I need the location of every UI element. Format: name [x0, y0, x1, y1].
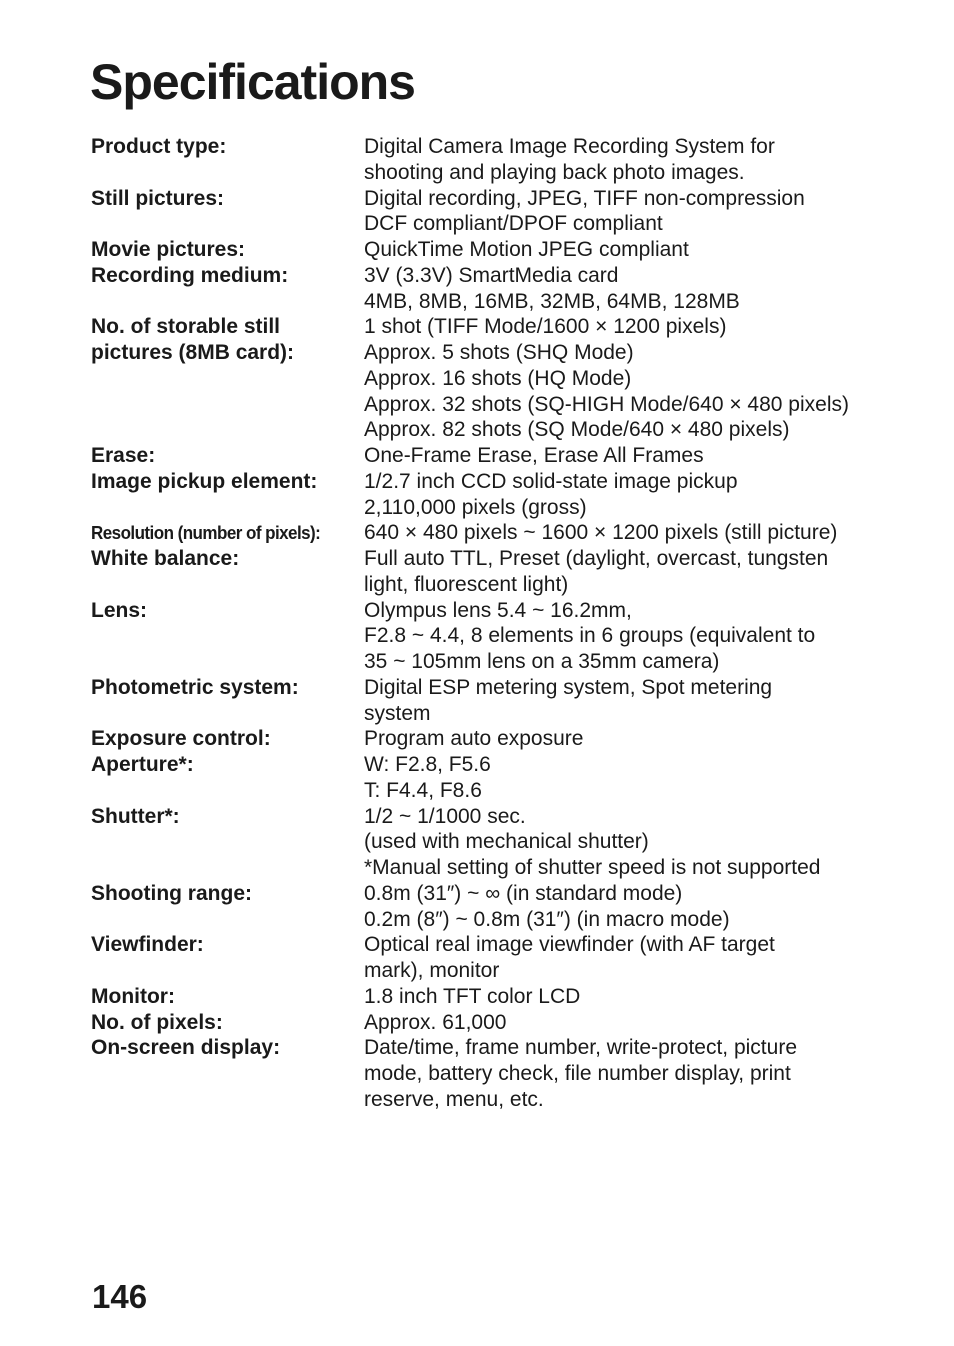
spec-value [364, 932, 881, 984]
spec-row [91, 263, 881, 315]
spec-value-line: QuickTime Motion JPEG compliant [364, 238, 689, 261]
spec-label-line: Erase: [91, 444, 156, 467]
spec-label-line: Shooting range: [91, 881, 252, 905]
spec-label-line: Lens: [91, 598, 148, 622]
spec-value [364, 726, 881, 752]
spec-row [91, 237, 881, 263]
spec-value [364, 134, 881, 186]
spec-value [364, 237, 881, 263]
spec-value [364, 598, 881, 675]
spec-value [364, 675, 881, 727]
specifications-list [91, 134, 881, 1113]
spec-value [364, 984, 881, 1010]
spec-row [91, 546, 881, 598]
spec-label-line: Exposure control: [91, 727, 271, 751]
spec-value-line: 3V (3.3V) SmartMedia card [364, 263, 619, 287]
spec-value-line: Approx. 82 shots (SQ Mode/640 × 480 pixels) [364, 418, 790, 442]
spec-row [91, 314, 881, 443]
spec-value-line: 1/2 ~ 1/1000 sec. [364, 804, 526, 828]
spec-value-line: shooting and playing back photo images. [364, 160, 745, 184]
spec-row [91, 134, 881, 186]
spec-value [364, 1035, 881, 1112]
spec-value-line: Approx. 61,000 [364, 1010, 507, 1034]
spec-value [364, 263, 881, 315]
spec-label [91, 237, 364, 263]
spec-value-line: light, fluorescent light) [364, 572, 569, 596]
spec-label-line: pictures (8MB card): [91, 341, 295, 364]
spec-label [91, 932, 364, 984]
spec-label-line: Product type: [91, 135, 227, 158]
spec-value-line: Digital ESP metering system, Spot metering [364, 675, 773, 699]
spec-label [91, 984, 364, 1010]
spec-row [91, 469, 881, 521]
spec-value-line: One-Frame Erase, Erase All Frames [364, 444, 704, 467]
spec-value-line: Approx. 16 shots (HQ Mode) [364, 366, 632, 390]
spec-value-line: Approx. 32 shots (SQ-HIGH Mode/640 × 480 pixels) [364, 392, 849, 416]
spec-value-line: DCF compliant/DPOF compliant [364, 212, 663, 236]
spec-value-line: 1/2.7 inch CCD solid-state image pickup [364, 469, 738, 493]
spec-value-line: Digital recording, JPEG, TIFF non-compression [364, 186, 805, 210]
spec-value-line: 35 ~ 105mm lens on a 35mm camera) [364, 650, 720, 673]
spec-row [91, 186, 881, 238]
spec-value [364, 804, 881, 881]
spec-row [91, 804, 881, 881]
spec-value-line: 4MB, 8MB, 16MB, 32MB, 64MB, 128MB [364, 289, 740, 313]
spec-label-line: White balance: [91, 547, 240, 570]
spec-value-line: Approx. 5 shots (SHQ Mode) [364, 341, 634, 364]
page-number: 146 [92, 1278, 148, 1315]
spec-label [91, 726, 364, 752]
spec-label-line: Image pickup element: [91, 469, 318, 493]
spec-row [91, 984, 881, 1010]
spec-value-line: W: F2.8, F5.6 [364, 753, 491, 776]
spec-row [91, 881, 881, 933]
spec-row [91, 932, 881, 984]
spec-value-line: 2,110,000 pixels (gross) [364, 495, 587, 519]
spec-value [364, 546, 881, 598]
spec-value-line: *Manual setting of shutter speed is not supported [364, 856, 821, 879]
spec-label [91, 1035, 364, 1112]
spec-value-line: F2.8 ~ 4.4, 8 elements in 6 groups (equivalent to [364, 624, 816, 648]
spec-row [91, 520, 881, 546]
spec-label [91, 598, 364, 675]
page-title: Specifications [90, 54, 415, 110]
spec-label-line: Aperture*: [91, 753, 194, 776]
spec-value-line: 640 × 480 pixels ~ 1600 × 1200 pixels (still picture) [364, 521, 838, 545]
spec-label [91, 314, 364, 443]
spec-value-line: Optical real image viewfinder (with AF target [364, 933, 775, 957]
spec-value [364, 881, 881, 933]
spec-label [91, 881, 364, 933]
spec-row [91, 752, 881, 804]
spec-label-line: Movie pictures: [91, 238, 246, 261]
spec-label-line: On-screen display: [91, 1036, 281, 1060]
spec-row [91, 675, 881, 727]
spec-label [91, 520, 342, 546]
spec-label-line: No. of storable still [91, 315, 281, 339]
spec-value-line: (used with mechanical shutter) [364, 830, 649, 854]
spec-value-line: mode, battery check, file number display, print [364, 1062, 791, 1085]
spec-value-line: Date/time, frame number, write-protect, picture [364, 1036, 797, 1060]
spec-value-line: system [364, 701, 431, 725]
spec-label [91, 443, 364, 469]
spec-label-line: Recording medium: [91, 263, 289, 287]
spec-value [364, 520, 881, 546]
spec-label [91, 263, 364, 315]
spec-value-line: 0.8m (31″) ~ ∞ (in standard mode) [364, 881, 683, 905]
spec-label [91, 1010, 364, 1036]
spec-value [364, 314, 881, 443]
spec-value [364, 186, 881, 238]
spec-value-line: 1.8 inch TFT color LCD [364, 984, 581, 1008]
spec-label-line: Still pictures: [91, 186, 225, 210]
spec-row [91, 726, 881, 752]
spec-value-line: 0.2m (8″) ~ 0.8m (31″) (in macro mode) [364, 907, 730, 931]
spec-value-line: 1 shot (TIFF Mode/1600 × 1200 pixels) [364, 315, 727, 339]
spec-label [91, 134, 364, 186]
spec-label [91, 752, 364, 804]
spec-label [91, 469, 364, 521]
spec-value [364, 1010, 881, 1036]
spec-label [91, 546, 364, 598]
spec-value-line: mark), monitor [364, 959, 500, 982]
spec-value [364, 752, 881, 804]
spec-value-line: Full auto TTL, Preset (daylight, overcast, tungsten [364, 547, 829, 570]
spec-label [91, 804, 364, 881]
spec-row [91, 1035, 881, 1112]
spec-label [91, 675, 364, 727]
spec-value-line: reserve, menu, etc. [364, 1087, 544, 1111]
spec-label [91, 186, 364, 238]
spec-value-line: Olympus lens 5.4 ~ 16.2mm, [364, 598, 632, 622]
spec-label-line: No. of pixels: [91, 1010, 223, 1034]
spec-label-line: Resolution (number of pixels): [91, 522, 321, 544]
spec-value-line: Program auto exposure [364, 727, 584, 751]
spec-label-line: Viewfinder: [91, 933, 204, 957]
spec-row [91, 443, 881, 469]
spec-label-line: Photometric system: [91, 675, 299, 699]
spec-label-line: Shutter*: [91, 804, 180, 828]
spec-row [91, 598, 881, 675]
spec-value [364, 443, 881, 469]
spec-value [364, 469, 881, 521]
spec-row [91, 1010, 881, 1036]
spec-value-line: Digital Camera Image Recording System for [364, 135, 775, 158]
spec-value-line: T: F4.4, F8.6 [364, 778, 482, 802]
spec-label-line: Monitor: [91, 984, 175, 1008]
